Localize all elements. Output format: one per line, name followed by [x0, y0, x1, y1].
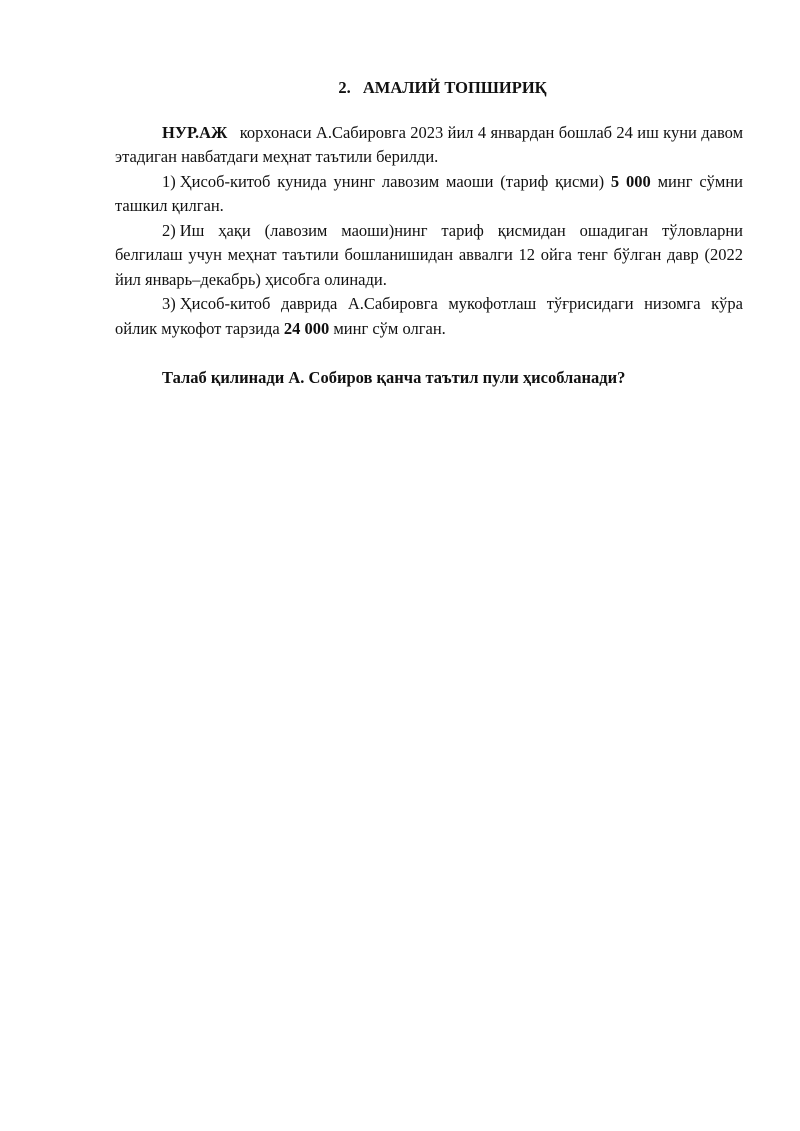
list-item-text-after: минг сўмни ташкил қилган.	[115, 171, 743, 215]
list-marker: 2)	[162, 220, 176, 240]
salary-amount: 5 000	[610, 171, 651, 191]
list-item-text: Иш ҳақи (лавозим маоши)нинг тариф қисмидан ошадиган тўловларни белгилаш учун меҳнат таътили бошланишидан аввалги 12 ойга тенг бўлган давр (2022 йил январь–декабрь) ҳисобга олинади.	[115, 220, 743, 289]
company-name: НУР.АЖ	[162, 122, 228, 142]
section-title-text: АМАЛИЙ ТОПШИРИҚ	[362, 78, 547, 97]
list-item-text-after: минг сўм олган.	[333, 318, 446, 338]
list-marker: 3)	[162, 294, 176, 313]
list-item-3	[115, 292, 743, 341]
document-page	[115, 60, 743, 391]
section-title	[115, 76, 743, 101]
question-line: Талаб қилинади А. Собиров қанча таътил пули ҳисобланади?	[162, 368, 626, 387]
list-item-2	[115, 219, 743, 293]
list-item-1	[115, 170, 743, 219]
list-item-text: Ҳисоб-китоб кунида унинг лавозим маоши (тариф қисми)	[179, 171, 605, 191]
bonus-amount: 24 000	[283, 318, 330, 338]
list-item-text: Ҳисоб-китоб даврида А.Сабировга мукофотлаш тўғрисидаги низомга кўра ойлик мукофот тарзида	[115, 294, 743, 338]
intro-text: корхонаси А.Сабировга 2023 йил 4 январдан бошлаб 24 иш куни давом этадиган навбатдаги меҳнат таътили берилди.	[115, 122, 744, 166]
section-number: 2.	[338, 78, 351, 97]
list-marker: 1)	[162, 171, 176, 191]
intro-paragraph	[115, 121, 743, 170]
